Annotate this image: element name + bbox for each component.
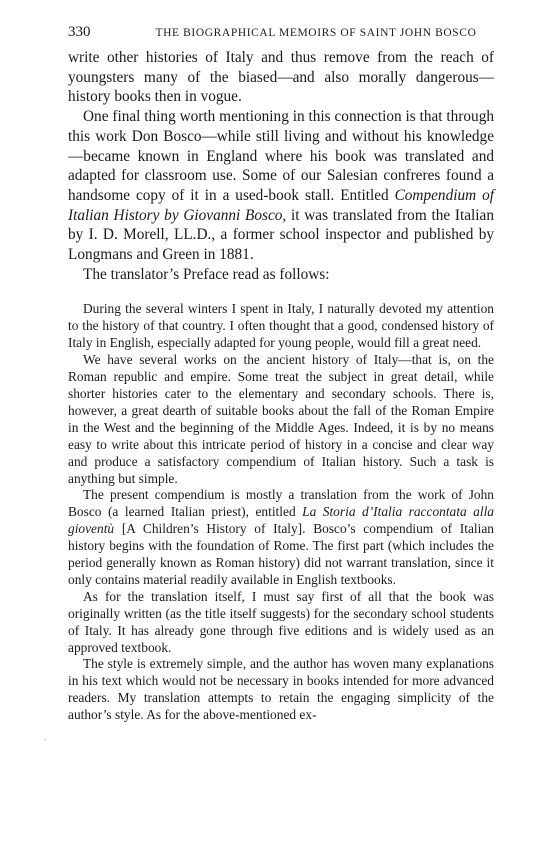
quote-paragraph-5: The style is extremely simple, and the author has woven many explanations in his text which would not be necessary in books intended for more advanced readers. My translation attempts to retain the engaging simplicity of the author’s style. As for the above-mentioned ex- <box>68 656 494 723</box>
quote-paragraph-2: We have several works on the ancient history of Italy—that is, on the Roman republic and empire. Some treat the subject in great detail, while shorter histories cater to the elementary and secondary schools. There is, however, a great dearth of suitable books about the fall of the Roman Empire in the West and the beginning of the Middle Ages. Indeed, it is by no means easy to write about this intricate period of history in a concise and clear way and produce a satisfactory compendium of Italian history. Such a task is anything but simple. <box>68 352 494 486</box>
paragraph-1: write other histories of Italy and thus remove from the reach of youngsters many of the biased—and also morally dangerous—history books then in vogue. <box>68 49 494 106</box>
book-title-storia: La Storia d’Italia raccontata alla gioventù <box>68 504 494 537</box>
page-header <box>68 24 494 44</box>
quote-paragraph-3-text-a: The present compendium is mostly a translation from the work of John Bosco (a learned Italian priest), entitled <box>68 487 494 520</box>
translator-preface-quote <box>68 301 494 724</box>
quote-paragraph-4: As for the translation itself, I must say first of all that the book was originally written (as the title itself suggests) for the secondary school students of Italy. It has already gone through five editions and is widely used as an approved textbook. <box>68 588 494 655</box>
book-page <box>68 24 494 724</box>
paragraph-2-text-a: One final thing worth mentioning in this connection is that through this work Don Bosco—while still living and without his knowledge—became known in England where his book was translated and adapted for classroom use. Some of our Salesian confreres found a handsome copy of it in a used-book stall. Entitled <box>68 108 494 204</box>
running-head: THE BIOGRAPHICAL MEMOIRS OF SAINT JOHN BOSCO <box>155 27 477 39</box>
paragraph-3: The translator’s Preface read as follows: <box>83 265 330 283</box>
page-number: 330 <box>68 24 91 40</box>
paragraph-2-text-b: it was translated from the Italian by I. D. Morell, LL.D., a former school inspector and published by Longmans and Green in 1881. <box>68 206 494 264</box>
scan-dot: . <box>44 733 46 742</box>
quote-paragraph-3 <box>68 487 494 588</box>
quote-paragraph-1: During the several winters I spent in Italy, I naturally devoted my attention to the history of that country. I often thought that a good, condensed history of Italy in English, especially adapted for young people, would fill a great need. <box>68 301 494 351</box>
paragraph-2 <box>68 107 494 265</box>
book-title-compendium: Compendium of Italian History by Giovanni Bosco, <box>68 186 494 224</box>
quote-paragraph-3-text-b: [A Children’s History of Italy]. Bosco’s compendium of Italian history begins with the foundation of Rome. The first part (which includes the period generally known as Roman history) did not warrant translation, since it only contains material readily available in English textbooks. <box>68 521 494 587</box>
main-text <box>68 48 494 284</box>
